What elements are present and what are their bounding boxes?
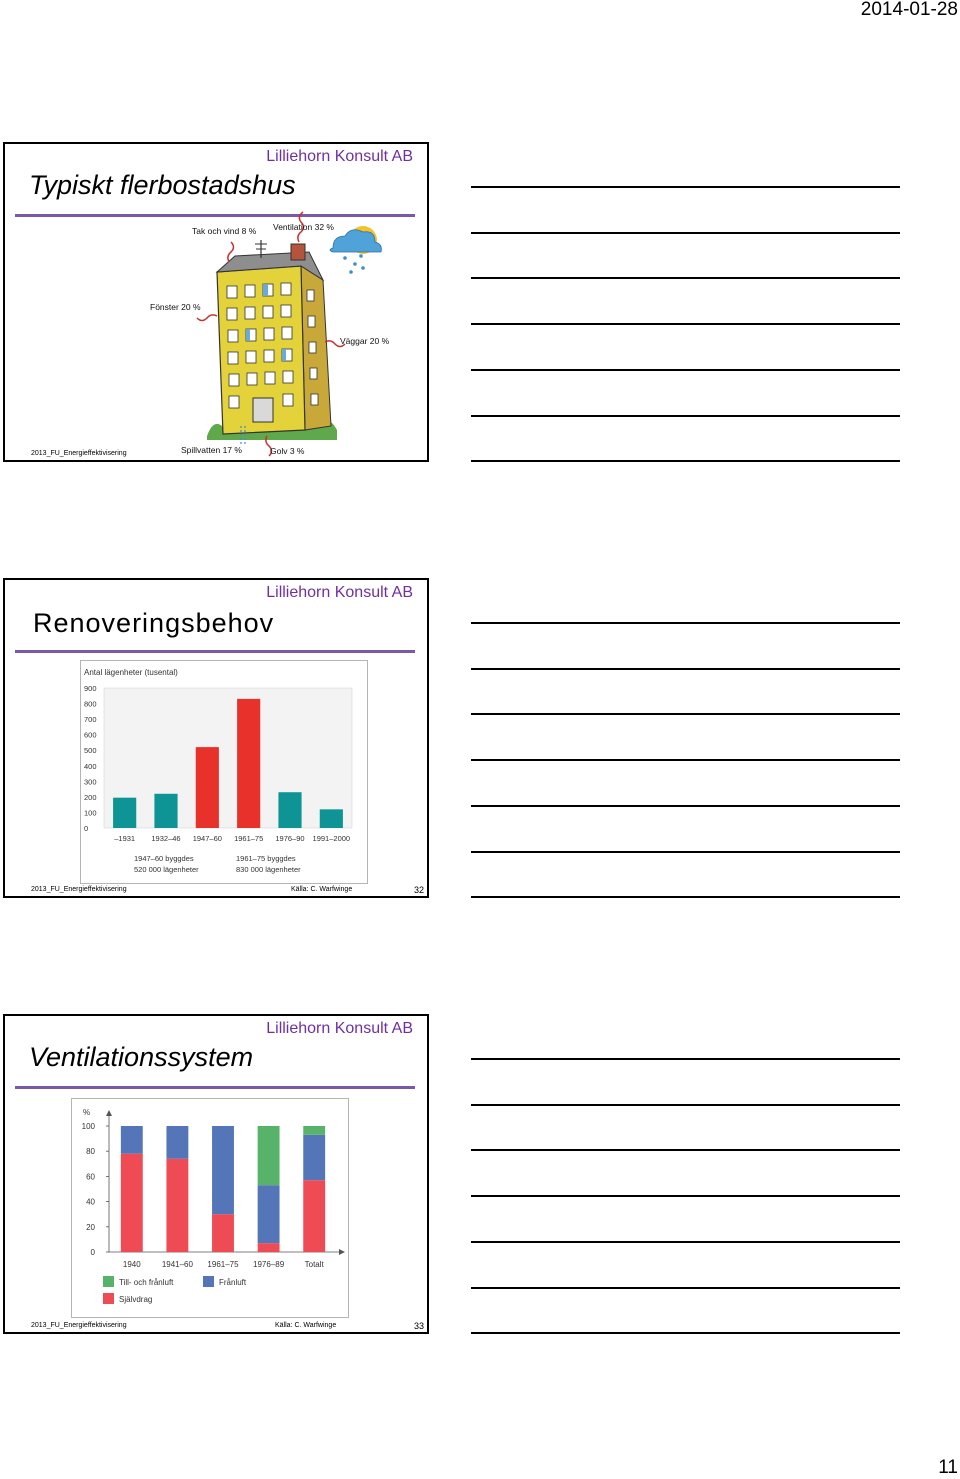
- legend-label: Självdrag: [119, 1295, 153, 1304]
- slide-source: Källa: C. Warfwinge: [275, 1322, 337, 1329]
- slide-title: Ventilationssystem: [29, 1042, 254, 1072]
- note-line: [471, 713, 900, 715]
- bar-segment-1941–60-Självdrag: [166, 1159, 188, 1252]
- y-tick-label: 400: [84, 761, 97, 771]
- x-tick-label: 1976–89: [253, 1260, 285, 1269]
- y-tick-label: 300: [84, 777, 97, 787]
- label-ventilation: Ventilation 32 %: [273, 222, 334, 232]
- label-wastewater: Spillvatten 17 %: [181, 445, 242, 455]
- bar-segment-1961–75-Frånluft: [212, 1126, 234, 1214]
- x-tick-label: 1941–60: [161, 1260, 193, 1269]
- x-tick-label: 1961–75: [234, 834, 264, 843]
- slide-footer: 2013_FU_Energieffektivisering: [31, 1322, 127, 1329]
- annotation-text: 830 000 lägenheter: [236, 865, 301, 874]
- building-illustration: [5, 144, 429, 462]
- note-line: [471, 186, 900, 188]
- company-name: Lilliehorn Konsult AB: [266, 148, 413, 165]
- annotation-text: 1961–75 byggdes: [236, 854, 296, 863]
- bar-1991–2000: [320, 809, 343, 828]
- y-tick-label: 500: [84, 746, 97, 756]
- x-tick-label: Totalt: [304, 1260, 324, 1269]
- slide-number: 33: [413, 1321, 424, 1331]
- note-line: [471, 232, 900, 234]
- slide-footer: 2013_FU_Energieffektivisering: [31, 886, 127, 893]
- y-tick-label: 0: [90, 1248, 95, 1257]
- bar-1961–75: [237, 699, 260, 828]
- page-date: 2014-01-28: [860, 0, 958, 20]
- note-line: [471, 1058, 900, 1060]
- y-tick-label: 60: [86, 1172, 95, 1182]
- label-windows: Fönster 20 %: [150, 302, 201, 312]
- legend-swatch: [203, 1276, 214, 1287]
- note-line: [471, 896, 900, 898]
- y-tick-label: 100: [84, 808, 97, 818]
- note-line: [471, 369, 900, 371]
- bar-segment-1976–89-Självdrag: [258, 1243, 280, 1252]
- bar-segment-1941–60-Frånluft: [166, 1126, 188, 1159]
- slide-title: Typiskt flerbostadshus: [29, 170, 296, 200]
- note-line: [471, 1287, 900, 1289]
- note-line: [471, 805, 900, 807]
- slide-number: 32: [413, 885, 424, 895]
- title-divider: [15, 650, 415, 653]
- bar-1947–60: [196, 747, 219, 828]
- bar-segment-Totalt-Frånluft: [303, 1135, 325, 1180]
- slide-source: Källa: C. Warfwinge: [291, 886, 353, 893]
- legend-label: Till- och frånluft: [119, 1278, 174, 1287]
- y-tick-label: 900: [84, 684, 97, 693]
- y-tick-label: 700: [84, 715, 97, 725]
- bar-segment-1976–89-Frånluft: [258, 1185, 280, 1243]
- note-line: [471, 1241, 900, 1243]
- note-line: [471, 323, 900, 325]
- annotation-text: 520 000 lägenheter: [134, 865, 199, 874]
- y-tick-label: 600: [84, 730, 97, 740]
- y-axis-title: Antal lägenheter (tusental): [84, 668, 178, 677]
- x-tick-label: 1991–2000: [312, 834, 351, 843]
- note-line: [471, 622, 900, 624]
- x-tick-label: 1976–90: [275, 834, 305, 843]
- slide-footer: 2013_FU_Energieffektivisering: [31, 450, 127, 457]
- y-tick-label: 80: [86, 1147, 95, 1157]
- y-tick-label: 40: [86, 1197, 95, 1207]
- slide-title: Renoveringsbehov: [33, 608, 275, 638]
- note-line: [471, 415, 900, 417]
- company-name: Lilliehorn Konsult AB: [266, 584, 413, 601]
- bar-segment-1976–89-Till- och frånluft: [258, 1126, 280, 1185]
- y-tick-label: 100: [81, 1122, 95, 1131]
- company-name: Lilliehorn Konsult AB: [266, 1020, 413, 1037]
- title-divider: [15, 1086, 415, 1089]
- label-floor: Golv 3 %: [270, 446, 305, 456]
- bar-segment-1940-Frånluft: [121, 1126, 143, 1154]
- bar-segment-Totalt-Självdrag: [303, 1180, 325, 1252]
- note-line: [471, 1104, 900, 1106]
- page-number: 11: [938, 1457, 958, 1478]
- note-line: [471, 851, 900, 853]
- slide-renoveringsbehov: [3, 578, 429, 898]
- label-roof: Tak och vind 8 %: [192, 226, 257, 236]
- x-tick-label: –1931: [114, 834, 136, 843]
- legend-swatch: [103, 1276, 114, 1287]
- y-tick-label: 200: [84, 792, 97, 802]
- renovation-bar-chart: [80, 660, 368, 884]
- note-line: [471, 668, 900, 670]
- annotation-text: 1947–60 byggdes: [134, 854, 194, 863]
- bar-segment-Totalt-Till- och frånluft: [303, 1126, 325, 1135]
- bar-1976–90: [278, 792, 301, 828]
- label-walls: Väggar 20 %: [340, 336, 390, 346]
- note-line: [471, 1149, 900, 1151]
- x-tick-label: 1932–46: [151, 834, 181, 843]
- y-tick-label: 20: [86, 1222, 95, 1232]
- note-line: [471, 1195, 900, 1197]
- y-axis-title: %: [83, 1108, 91, 1117]
- ventilation-stacked-bar-chart: [71, 1098, 349, 1318]
- bar-segment-1940-Självdrag: [121, 1154, 143, 1252]
- note-line: [471, 1332, 900, 1334]
- y-tick-label: 0: [84, 824, 89, 833]
- legend-swatch: [103, 1293, 114, 1304]
- x-tick-label: 1961–75: [207, 1260, 239, 1269]
- bar-segment-1961–75-Självdrag: [212, 1214, 234, 1252]
- slide-typiskt-flerbostadshus: [3, 142, 429, 462]
- y-tick-label: 800: [84, 699, 97, 709]
- slide-ventilationssystem: [3, 1014, 429, 1334]
- bar-–1931: [113, 798, 136, 828]
- bar-1932–46: [154, 794, 177, 828]
- note-line: [471, 460, 900, 462]
- legend-label: Frånluft: [219, 1278, 247, 1287]
- note-line: [471, 277, 900, 279]
- x-tick-label: 1940: [122, 1260, 141, 1269]
- x-tick-label: 1947–60: [192, 834, 222, 843]
- note-line: [471, 759, 900, 761]
